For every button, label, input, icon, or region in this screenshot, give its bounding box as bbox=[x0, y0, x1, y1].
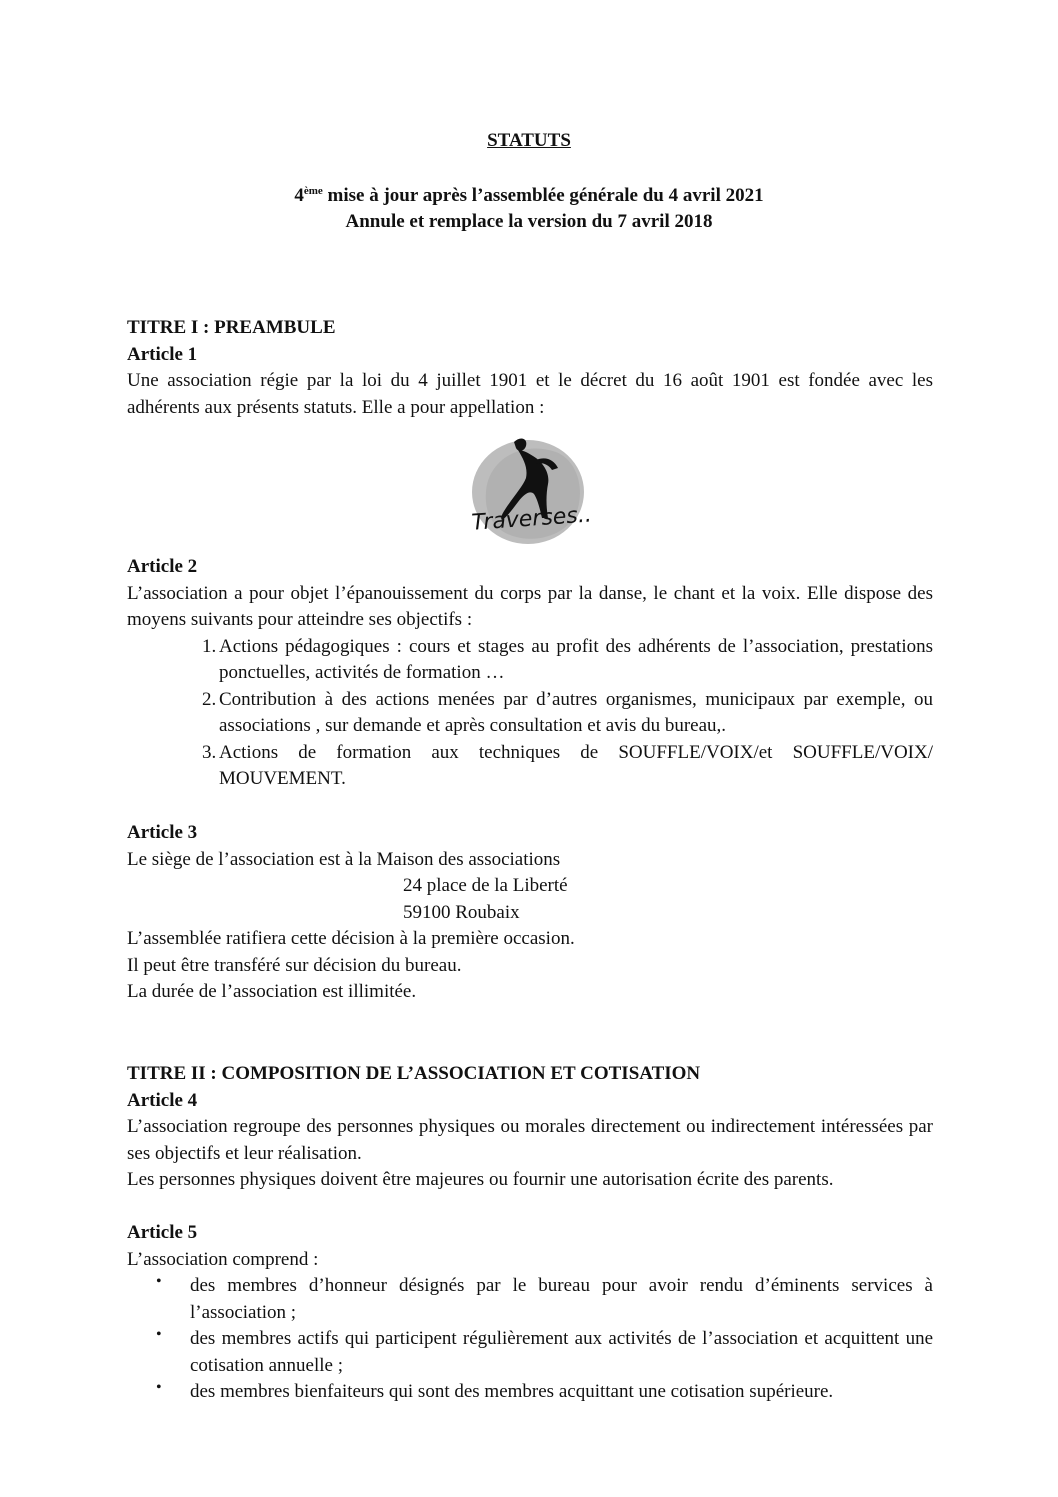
update-text: mise à jour après l’assemblée générale du 4 avril 2021 bbox=[322, 185, 764, 206]
article2-section bbox=[127, 554, 933, 793]
update-number: 4 bbox=[294, 185, 304, 206]
article4-heading: Article 4 bbox=[127, 1089, 198, 1111]
article3-line3: Il peut être transféré sur décision du bureau. bbox=[127, 954, 462, 976]
article1-text: Une association régie par la loi du 4 juillet 1901 et le décret du 16 août 1901 est fondée avec les adhérents aux présents statuts. Elle a pour appellation : bbox=[127, 370, 933, 418]
replace-line: Annule et remplace la version du 7 avril 2018 bbox=[345, 211, 713, 232]
article5-intro: L’association comprend : bbox=[127, 1248, 319, 1270]
dancer-logo-icon bbox=[466, 430, 590, 548]
titre2-heading: TITRE II : COMPOSITION DE L’ASSOCIATION ET COTISATION bbox=[127, 1063, 701, 1084]
titre2-section bbox=[127, 1061, 933, 1194]
address-street: 24 place de la Liberté bbox=[403, 875, 568, 896]
bullet-icon: • bbox=[156, 1379, 162, 1396]
article3-line2: L’assemblée ratifiera cette décision à la première occasion. bbox=[127, 928, 575, 949]
article5-list bbox=[127, 1273, 933, 1406]
address-city: 59100 Roubaix bbox=[403, 901, 520, 923]
article3-line4: La durée de l’association est illimitée. bbox=[127, 981, 417, 1002]
bullet-icon: • bbox=[156, 1273, 162, 1290]
article2-list bbox=[127, 634, 933, 793]
article2-heading: Article 2 bbox=[127, 556, 198, 577]
titre1-section bbox=[127, 315, 933, 421]
article3-line1: Le siège de l’association est à la Maison des associations bbox=[127, 848, 561, 870]
titre1-heading: TITRE I : PREAMBULE bbox=[127, 317, 336, 338]
list-item: • des membres d’honneur désignés par le bureau pour avoir rendu d’éminents services à l’association ; bbox=[127, 1273, 933, 1326]
article4-text2: Les personnes physiques doivent être majeures ou fournir une autorisation écrite des parents. bbox=[127, 1169, 834, 1190]
article4-text1: L’association regroupe des personnes physiques ou morales directement ou indirectement intéressées par ses objectifs et leur réalisation. bbox=[127, 1116, 933, 1164]
list-item: 3. Actions de formation aux techniques de SOUFFLE/VOIX/et SOUFFLE/VOIX/ MOUVEMENT. bbox=[202, 741, 933, 789]
list-item: 1. Actions pédagogiques : cours et stages au profit des adhérents de l’association, prestations ponctuelles, activités de formation … bbox=[202, 635, 933, 683]
bullet-icon: • bbox=[156, 1326, 162, 1343]
list-item: • des membres actifs qui participent régulièrement aux activités de l’association et acquittent une cotisation annuelle ; bbox=[127, 1326, 933, 1379]
article3-section bbox=[127, 820, 933, 1006]
article2-text: L’association a pour objet l’épanouissement du corps par la danse, le chant et la voix. Elle dispose des moyens suivants pour atteindre ses objectifs : bbox=[127, 582, 933, 630]
document-title: STATUTS bbox=[487, 130, 571, 151]
update-superscript: ème bbox=[303, 185, 323, 197]
update-line bbox=[0, 183, 1058, 210]
article3-heading: Article 3 bbox=[127, 822, 198, 843]
list-item: 2. Contribution à des actions menées par d’autres organismes, municipaux par exemple, ou associations , sur demande et après consultation et avis du bureau,. bbox=[202, 688, 933, 736]
list-item: • des membres bienfaiteurs qui sont des membres acquittant une cotisation supérieure. bbox=[127, 1379, 933, 1406]
traverses-logo bbox=[466, 430, 590, 548]
article5-heading: Article 5 bbox=[127, 1222, 198, 1243]
article1-heading: Article 1 bbox=[127, 343, 198, 365]
logo-wordmark: Traverses... bbox=[470, 501, 590, 536]
article5-section bbox=[127, 1220, 933, 1406]
